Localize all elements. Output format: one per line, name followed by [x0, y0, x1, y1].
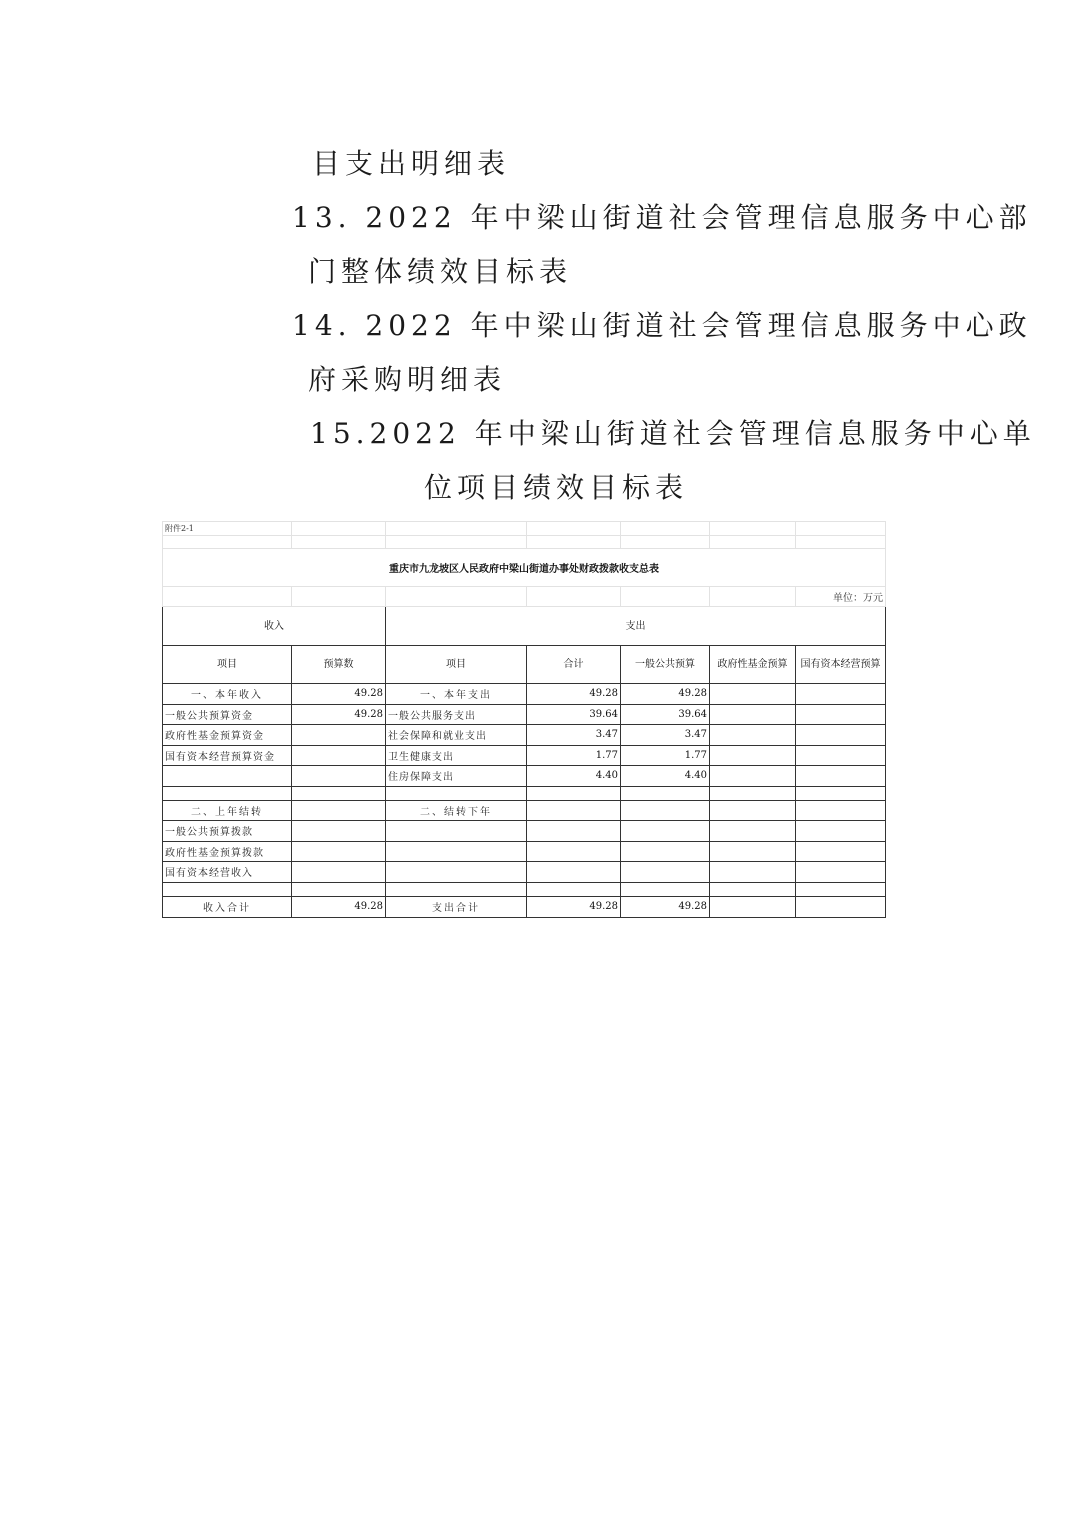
table-cell-state-capital-budget: [796, 786, 886, 800]
table-cell-general-budget: [621, 786, 710, 800]
attachment-label: 附件2-1: [163, 522, 292, 536]
table-cell-expense-item: 住房保障支出: [386, 766, 527, 787]
table-row: [163, 821, 886, 842]
expense-item-header: 项目: [386, 646, 527, 684]
table-cell-state-capital-budget: [796, 841, 886, 862]
table-cell-expense-total: [527, 841, 621, 862]
table-title: 重庆市九龙坡区人民政府中梁山街道办事处财政拨款收支总表: [163, 549, 886, 587]
table-cell-income-item: [163, 882, 292, 896]
table-cell-gov-fund-budget: [710, 800, 796, 821]
table-cell-general-budget: 49.28: [621, 684, 710, 705]
table-cell-general-budget: 1.77: [621, 745, 710, 766]
table-cell-expense-item: 二、结转下年: [386, 800, 527, 821]
table-cell-expense-item: [386, 882, 527, 896]
table-cell-income-item: 一般公共预算资金: [163, 704, 292, 725]
finance-table-container: [162, 521, 885, 918]
table-cell-income-item: 二、上年结转: [163, 800, 292, 821]
table-cell-income-item: 国有资本经营预算资金: [163, 745, 292, 766]
table-cell-expense-item: [386, 862, 527, 883]
list-line: 13. 2022 年中梁山街道社会管理信息服务中心部: [292, 201, 1032, 234]
table-cell-state-capital-budget: [796, 862, 886, 883]
table-cell-expense-item: [386, 786, 527, 800]
table-cell-state-capital-budget: [796, 766, 886, 787]
table-cell-gov-fund-budget: [710, 745, 796, 766]
total-cell-general-budget: 49.28: [621, 896, 710, 917]
table-cell-gov-fund-budget: [710, 704, 796, 725]
table-cell-expense-item: 一、本年支出: [386, 684, 527, 705]
table-cell-expense-item: [386, 821, 527, 842]
income-group-header: 收入: [163, 607, 386, 646]
state-capital-budget-header: 国有资本经营预算: [796, 646, 886, 684]
table-cell-state-capital-budget: [796, 684, 886, 705]
table-cell-general-budget: 3.47: [621, 725, 710, 746]
table-cell-gov-fund-budget: [710, 786, 796, 800]
table-cell-income-item: 一般公共预算拨款: [163, 821, 292, 842]
table-cell-income-budget: [292, 725, 386, 746]
table-cell-income-item: 政府性基金预算拨款: [163, 841, 292, 862]
total-cell-gov-fund-budget: [710, 896, 796, 917]
table-row: [163, 841, 886, 862]
table-cell-expense-total: [527, 862, 621, 883]
table-cell-gov-fund-budget: [710, 821, 796, 842]
total-cell-expense-total: 49.28: [527, 896, 621, 917]
table-cell-income-item: [163, 766, 292, 787]
table-cell-expense-total: [527, 882, 621, 896]
table-row: [163, 745, 886, 766]
table-cell-income-budget: [292, 841, 386, 862]
table-cell-gov-fund-budget: [710, 841, 796, 862]
table-cell-income-item: 一、本年收入: [163, 684, 292, 705]
table-row: [163, 786, 886, 800]
unit-label: 单位：万元: [796, 587, 886, 607]
list-line: 府采购明细表: [308, 363, 507, 396]
table-cell-expense-total: [527, 821, 621, 842]
table-cell-general-budget: [621, 800, 710, 821]
finance-table: [162, 521, 886, 918]
table-cell-general-budget: 39.64: [621, 704, 710, 725]
list-line: 门整体绩效目标表: [308, 255, 573, 288]
total-cell-income-budget: 49.28: [292, 896, 386, 917]
table-cell-expense-total: 1.77: [527, 745, 621, 766]
income-budget-header: 预算数: [292, 646, 386, 684]
table-cell-gov-fund-budget: [710, 882, 796, 896]
table-cell-general-budget: [621, 882, 710, 896]
table-cell-income-budget: [292, 786, 386, 800]
table-cell-income-budget: [292, 745, 386, 766]
table-cell-state-capital-budget: [796, 745, 886, 766]
table-row: [163, 684, 886, 705]
table-cell-income-budget: 49.28: [292, 704, 386, 725]
table-cell-state-capital-budget: [796, 821, 886, 842]
table-cell-income-item: [163, 786, 292, 800]
table-cell-expense-item: 社会保障和就业支出: [386, 725, 527, 746]
table-row: [163, 882, 886, 896]
table-row: [163, 800, 886, 821]
table-cell-state-capital-budget: [796, 882, 886, 896]
table-cell-expense-item: 一般公共服务支出: [386, 704, 527, 725]
total-cell-state-capital-budget: [796, 896, 886, 917]
expense-group-header: 支出: [386, 607, 886, 646]
table-cell-general-budget: [621, 841, 710, 862]
table-cell-general-budget: [621, 821, 710, 842]
table-row: [163, 766, 886, 787]
general-budget-header: 一般公共预算: [621, 646, 710, 684]
expense-total-header: 合计: [527, 646, 621, 684]
table-cell-general-budget: [621, 862, 710, 883]
table-cell-state-capital-budget: [796, 725, 886, 746]
table-cell-income-budget: [292, 882, 386, 896]
table-cell-income-item: 政府性基金预算资金: [163, 725, 292, 746]
table-cell-expense-item: [386, 841, 527, 862]
table-cell-income-budget: 49.28: [292, 684, 386, 705]
table-cell-state-capital-budget: [796, 800, 886, 821]
list-line: 目支出明细表: [312, 147, 511, 180]
table-cell-income-budget: [292, 800, 386, 821]
table-row: [163, 862, 886, 883]
table-cell-gov-fund-budget: [710, 766, 796, 787]
table-row: [163, 704, 886, 725]
table-row: [163, 725, 886, 746]
list-line: 14. 2022 年中梁山街道社会管理信息服务中心政: [292, 309, 1032, 342]
table-cell-gov-fund-budget: [710, 684, 796, 705]
table-cell-expense-total: 49.28: [527, 684, 621, 705]
table-cell-expense-total: 3.47: [527, 725, 621, 746]
table-cell-gov-fund-budget: [710, 725, 796, 746]
table-cell-income-item: 国有资本经营收入: [163, 862, 292, 883]
table-cell-expense-total: 4.40: [527, 766, 621, 787]
table-cell-gov-fund-budget: [710, 862, 796, 883]
table-cell-income-budget: [292, 821, 386, 842]
total-row: [163, 896, 886, 917]
table-cell-expense-total: [527, 786, 621, 800]
gov-fund-budget-header: 政府性基金预算: [710, 646, 796, 684]
list-line: 位项目绩效目标表: [424, 471, 689, 504]
table-cell-expense-item: 卫生健康支出: [386, 745, 527, 766]
income-item-header: 项目: [163, 646, 292, 684]
table-cell-expense-total: 39.64: [527, 704, 621, 725]
list-line: 15.2022 年中梁山街道社会管理信息服务中心单: [310, 417, 1036, 450]
table-cell-state-capital-budget: [796, 704, 886, 725]
table-cell-income-budget: [292, 862, 386, 883]
total-cell-income-item: 收入合计: [163, 896, 292, 917]
total-cell-expense-item: 支出合计: [386, 896, 527, 917]
table-cell-general-budget: 4.40: [621, 766, 710, 787]
table-cell-income-budget: [292, 766, 386, 787]
table-cell-expense-total: [527, 800, 621, 821]
